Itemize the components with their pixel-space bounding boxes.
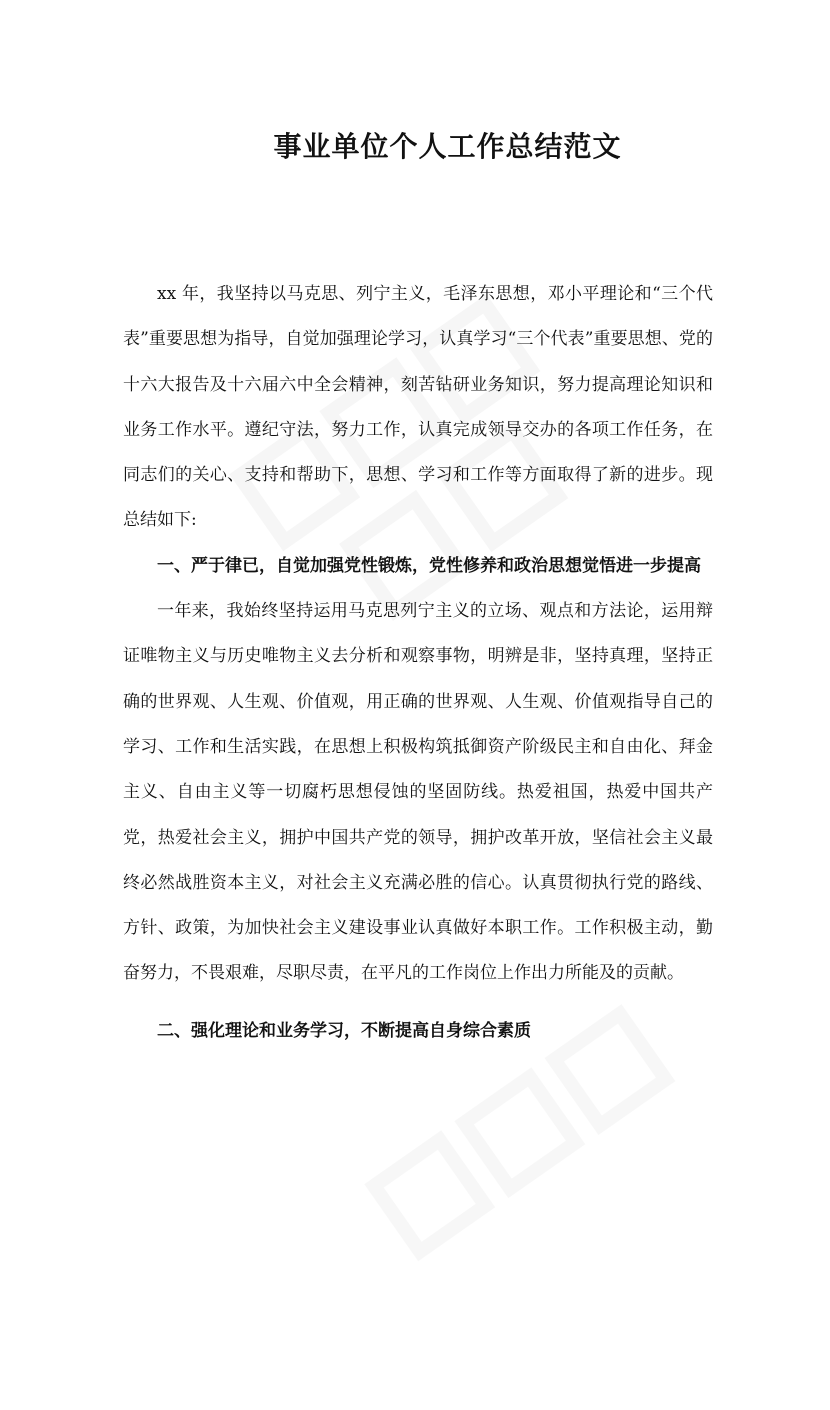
section-1-body: 一年来，我始终坚持运用马克思列宁主义的立场、观点和方法论，运用辩证唯物主义与历史唯物主义去分析和观察事物，明辨是非，坚持真理，坚持正确的世界观、人生观、价值观，用正确的世界观、人生观、价值观指导自己的学习、工作和生活实践，在思想上积极构筑抵御资产阶级民主和自由化、拜金主义、自由主义等一切腐朽思想侵蚀的坚固防线。热爱祖国，热爱中国共产党，热爱社会主义，拥护中国共产党的领导，拥护改革开放，坚信社会主义最终必然战胜资本主义，对社会主义充满必胜的信心。认真贯彻执行党的路线、方针、政策，为加快社会主义建设事业认真做好本职工作。工作积极主动，勤奋努力，不畏艰难，尽职尽责，在平凡的工作岗位上作出力所能及的贡献。	[123, 601, 713, 984]
section-2-heading: 二、强化理论和业务学习，不断提高自身综合素质	[157, 1020, 531, 1041]
section-1-heading: 一、严于律已，自觉加强党性锻炼，党性修养和政治思想觉悟进一步提高	[157, 555, 701, 576]
document-title: 事业单位个人工作总结范文	[273, 129, 622, 163]
intro-paragraph: xx 年，我坚持以马克思、列宁主义，毛泽东思想，邓小平理论和“三个代表”重要思想为指导，自觉加强理论学习，认真学习“三个代表”重要思想、党的十六大报告及十六届六中全会精神，刻苦钻研业务知识，努力提高理论知识和业务工作水平。遵纪守法，努力工作，认真完成领导交办的各项工作任务，在同志们的关心、支持和帮助下，思想、学习和工作等方面取得了新的进步。现总结如下:	[123, 284, 713, 531]
document-body	[123, 272, 713, 1054]
